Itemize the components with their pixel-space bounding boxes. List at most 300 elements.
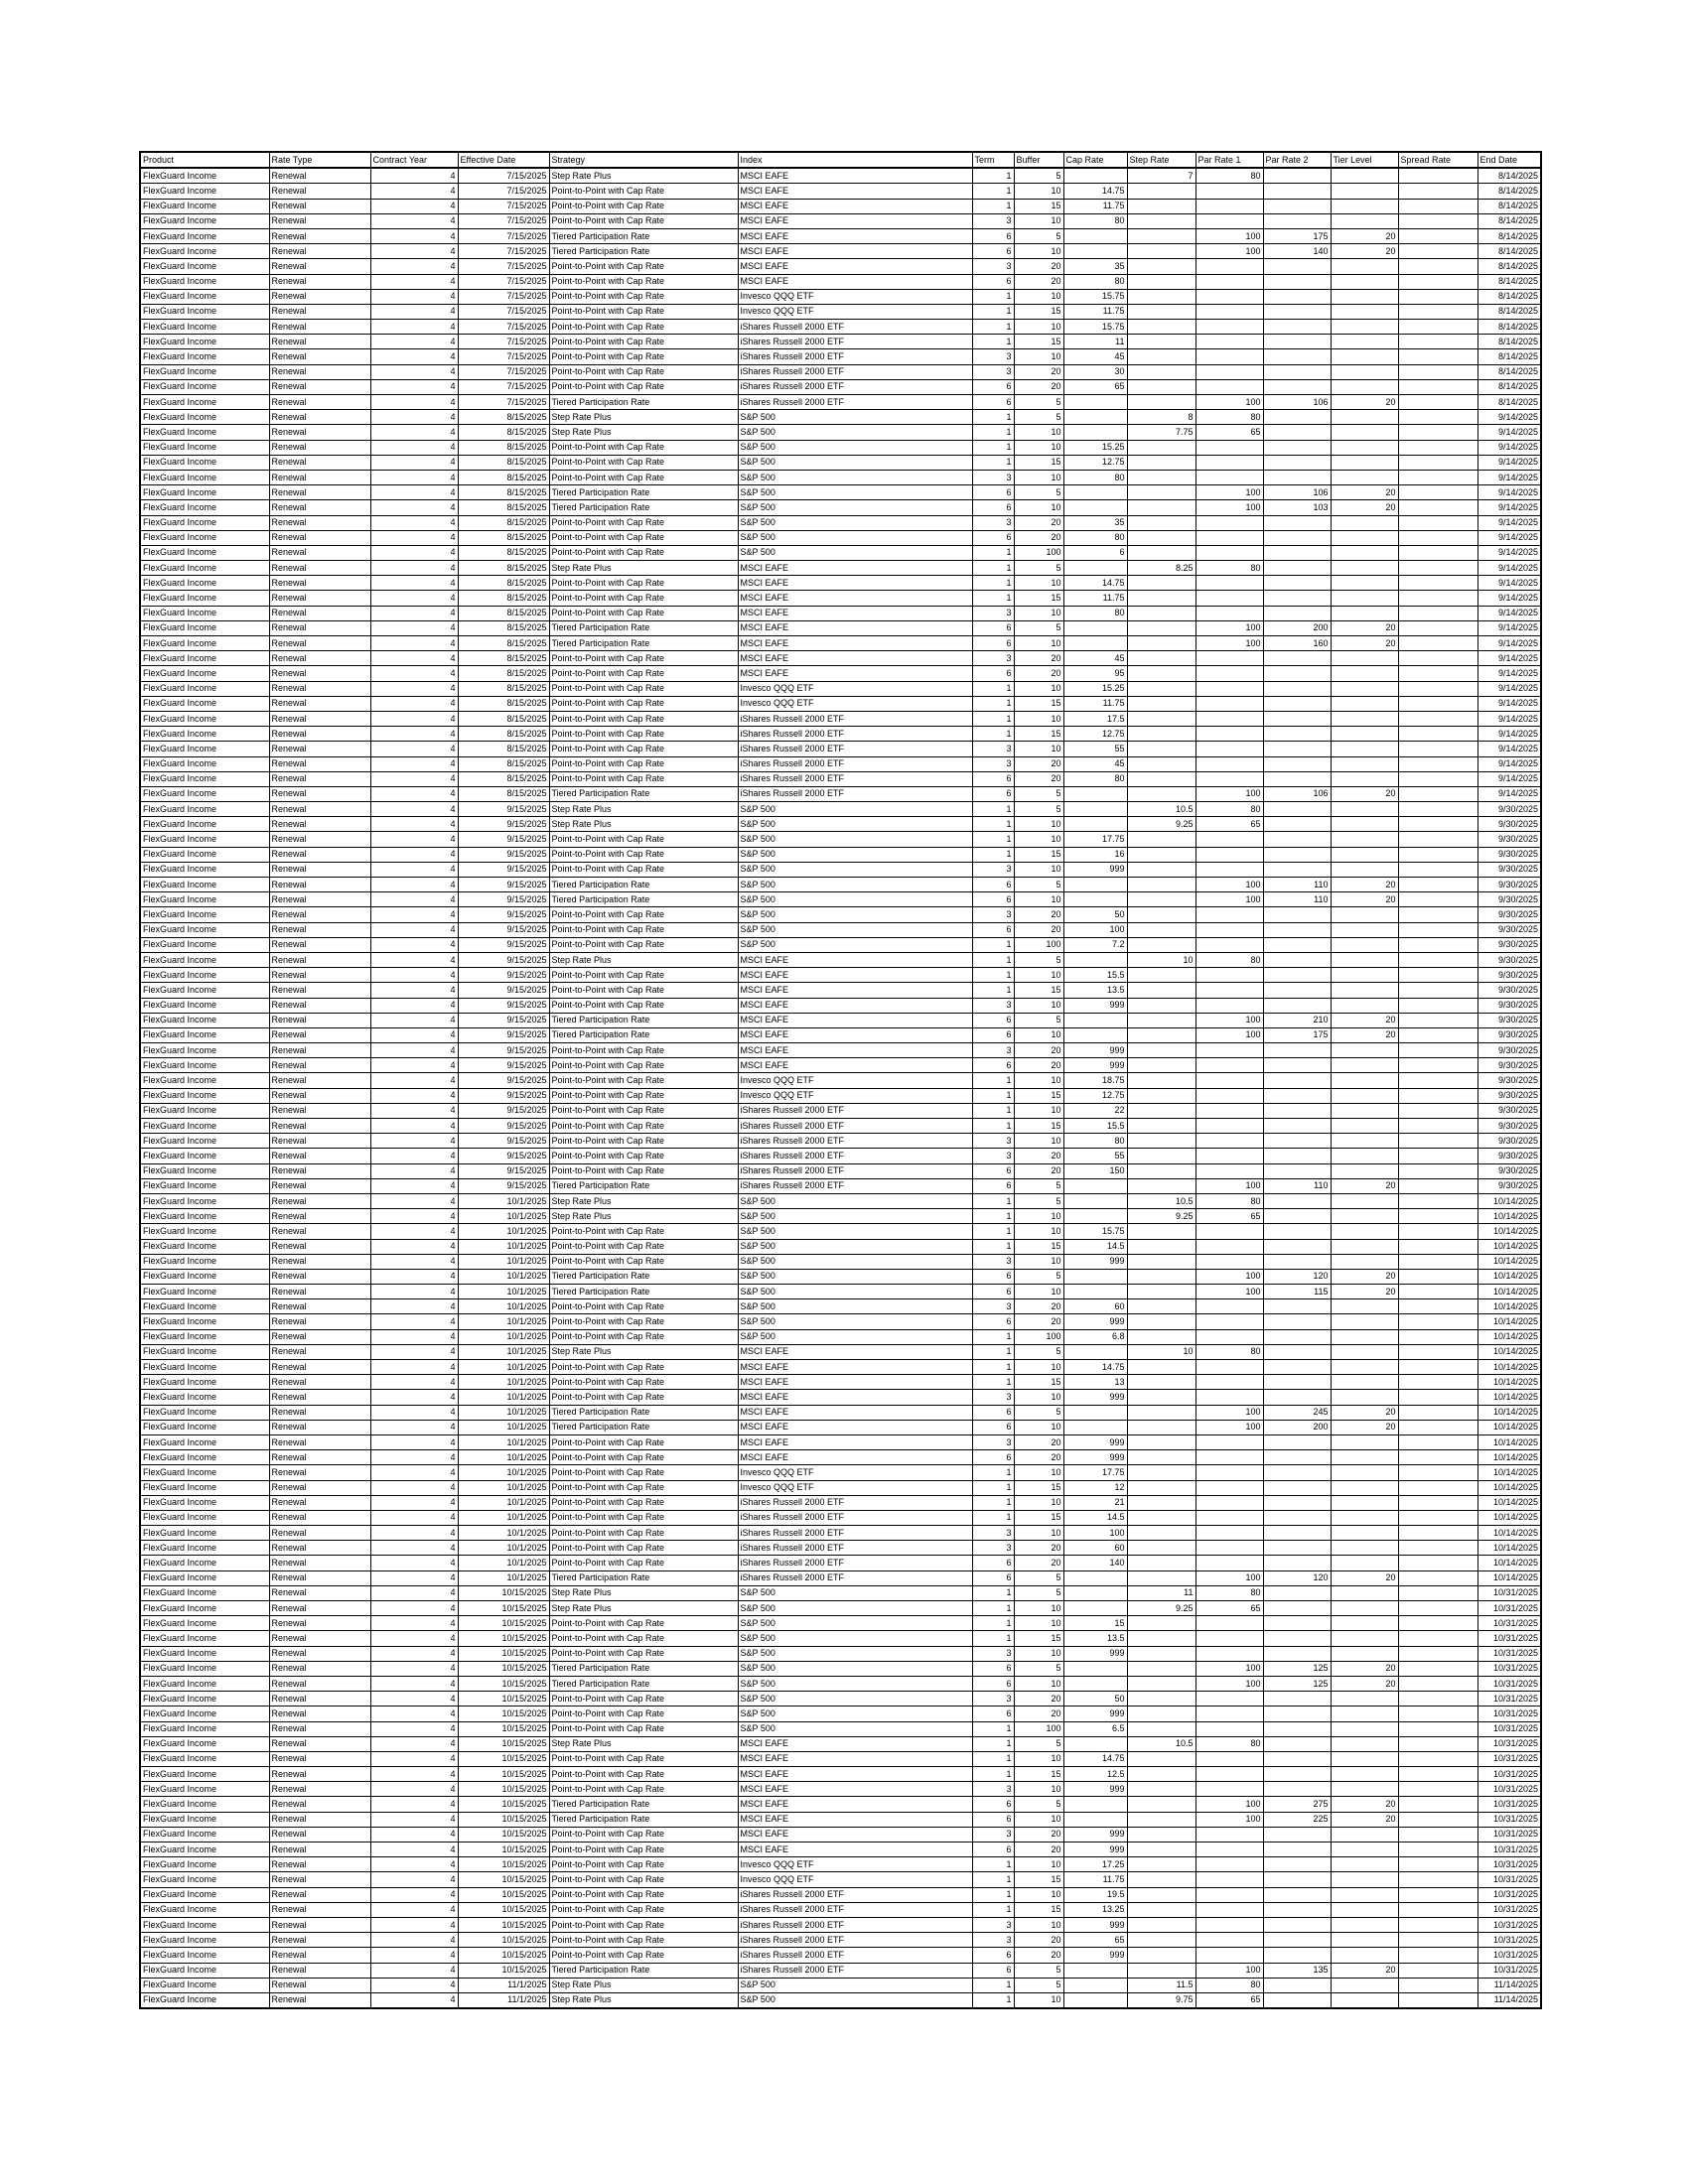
tier-level-cell: 20 <box>1331 1269 1398 1284</box>
product-cell: FlexGuard Income <box>140 213 269 228</box>
spread-rate-cell <box>1398 485 1477 500</box>
buffer-cell: 15 <box>1014 727 1063 742</box>
end-date-cell: 9/30/2025 <box>1477 968 1541 983</box>
term-cell: 6 <box>972 1058 1014 1073</box>
tier-level-cell <box>1331 1088 1398 1103</box>
par-rate-2-cell: 275 <box>1263 1797 1331 1812</box>
effective-date-cell: 9/15/2025 <box>458 937 549 952</box>
cap-rate-cell <box>1063 1209 1127 1224</box>
spread-rate-cell <box>1398 1933 1477 1948</box>
contract-year-cell: 4 <box>370 1661 458 1676</box>
step-rate-cell <box>1127 1027 1196 1042</box>
par-rate-2-cell <box>1263 606 1331 620</box>
rate-type-cell: Renewal <box>269 1797 370 1812</box>
term-cell: 6 <box>972 892 1014 907</box>
spread-rate-cell <box>1398 274 1477 289</box>
column-header: Contract Year <box>370 152 458 168</box>
spread-rate-cell <box>1398 907 1477 922</box>
rate-type-cell: Renewal <box>269 711 370 726</box>
index-cell: S&P 500 <box>738 1254 972 1269</box>
buffer-cell: 10 <box>1014 184 1063 199</box>
step-rate-cell <box>1127 1088 1196 1103</box>
term-cell: 1 <box>972 1978 1014 1992</box>
buffer-cell: 10 <box>1014 1495 1063 1510</box>
step-rate-cell <box>1127 711 1196 726</box>
index-cell: MSCI EAFE <box>738 1390 972 1405</box>
column-header: Cap Rate <box>1063 152 1127 168</box>
contract-year-cell: 4 <box>370 666 458 681</box>
index-cell: MSCI EAFE <box>738 1027 972 1042</box>
effective-date-cell: 10/1/2025 <box>458 1239 549 1254</box>
term-cell: 1 <box>972 320 1014 335</box>
term-cell: 1 <box>972 1088 1014 1103</box>
contract-year-cell: 4 <box>370 320 458 335</box>
strategy-cell: Point-to-Point with Cap Rate <box>549 1948 738 1963</box>
rate-type-cell: Renewal <box>269 168 370 184</box>
strategy-cell: Step Rate Plus <box>549 1585 738 1600</box>
end-date-cell: 9/14/2025 <box>1477 696 1541 711</box>
strategy-cell: Point-to-Point with Cap Rate <box>549 1616 738 1631</box>
par-rate-2-cell: 110 <box>1263 878 1331 892</box>
tier-level-cell <box>1331 1902 1398 1917</box>
tier-level-cell <box>1331 952 1398 967</box>
par-rate-1-cell: 65 <box>1196 425 1263 440</box>
contract-year-cell: 4 <box>370 1887 458 1902</box>
par-rate-2-cell <box>1263 651 1331 666</box>
spread-rate-cell <box>1398 711 1477 726</box>
strategy-cell: Point-to-Point with Cap Rate <box>549 1706 738 1721</box>
column-header: Strategy <box>549 152 738 168</box>
strategy-cell: Point-to-Point with Cap Rate <box>549 1434 738 1449</box>
index-cell: MSCI EAFE <box>738 1812 972 1827</box>
par-rate-2-cell <box>1263 1390 1331 1405</box>
term-cell: 1 <box>972 1375 1014 1390</box>
product-cell: FlexGuard Income <box>140 1827 269 1842</box>
contract-year-cell: 4 <box>370 847 458 862</box>
end-date-cell: 9/14/2025 <box>1477 727 1541 742</box>
table-row <box>140 1013 1541 1027</box>
term-cell: 1 <box>972 1495 1014 1510</box>
spread-rate-cell <box>1398 1902 1477 1917</box>
index-cell: S&P 500 <box>738 530 972 545</box>
par-rate-1-cell <box>1196 470 1263 484</box>
product-cell: FlexGuard Income <box>140 742 269 756</box>
term-cell: 6 <box>972 1812 1014 1827</box>
product-cell: FlexGuard Income <box>140 922 269 937</box>
buffer-cell: 10 <box>1014 1134 1063 1149</box>
term-cell: 1 <box>972 1631 1014 1646</box>
column-header: Rate Type <box>269 152 370 168</box>
end-date-cell: 9/30/2025 <box>1477 922 1541 937</box>
term-cell: 3 <box>972 651 1014 666</box>
par-rate-2-cell <box>1263 1872 1331 1887</box>
par-rate-2-cell <box>1263 259 1331 274</box>
rate-type-cell: Renewal <box>269 1646 370 1661</box>
effective-date-cell: 9/15/2025 <box>458 847 549 862</box>
index-cell: S&P 500 <box>738 1706 972 1721</box>
spread-rate-cell <box>1398 168 1477 184</box>
spread-rate-cell <box>1398 470 1477 484</box>
table-row <box>140 1556 1541 1570</box>
term-cell: 3 <box>972 1390 1014 1405</box>
par-rate-2-cell <box>1263 862 1331 877</box>
par-rate-1-cell <box>1196 274 1263 289</box>
par-rate-1-cell <box>1196 1239 1263 1254</box>
strategy-cell: Point-to-Point with Cap Rate <box>549 1631 738 1646</box>
strategy-cell: Point-to-Point with Cap Rate <box>549 1872 738 1887</box>
spread-rate-cell <box>1398 1706 1477 1721</box>
product-cell: FlexGuard Income <box>140 1405 269 1420</box>
product-cell: FlexGuard Income <box>140 1434 269 1449</box>
par-rate-1-cell <box>1196 1329 1263 1344</box>
spread-rate-cell <box>1398 1812 1477 1827</box>
table-row <box>140 1285 1541 1299</box>
index-cell: MSCI EAFE <box>738 244 972 259</box>
term-cell: 6 <box>972 1027 1014 1042</box>
table-row <box>140 681 1541 696</box>
effective-date-cell: 10/1/2025 <box>458 1375 549 1390</box>
effective-date-cell: 9/15/2025 <box>458 1043 549 1058</box>
rate-type-cell: Renewal <box>269 1178 370 1193</box>
rate-type-cell: Renewal <box>269 1073 370 1088</box>
effective-date-cell: 9/15/2025 <box>458 1088 549 1103</box>
index-cell: S&P 500 <box>738 1329 972 1344</box>
par-rate-1-cell <box>1196 1887 1263 1902</box>
effective-date-cell: 9/15/2025 <box>458 1027 549 1042</box>
contract-year-cell: 4 <box>370 259 458 274</box>
par-rate-1-cell <box>1196 184 1263 199</box>
cap-rate-cell <box>1063 1585 1127 1600</box>
step-rate-cell <box>1127 1510 1196 1525</box>
contract-year-cell: 4 <box>370 410 458 425</box>
end-date-cell: 10/31/2025 <box>1477 1585 1541 1600</box>
rate-type-cell: Renewal <box>269 907 370 922</box>
par-rate-2-cell <box>1263 1163 1331 1178</box>
product-cell: FlexGuard Income <box>140 651 269 666</box>
rate-type-cell: Renewal <box>269 1329 370 1344</box>
tier-level-cell <box>1331 802 1398 817</box>
effective-date-cell: 8/15/2025 <box>458 771 549 786</box>
cap-rate-cell: 14.75 <box>1063 1360 1127 1375</box>
term-cell: 1 <box>972 1360 1014 1375</box>
term-cell: 1 <box>972 1616 1014 1631</box>
cap-rate-cell: 999 <box>1063 1450 1127 1465</box>
step-rate-cell <box>1127 1420 1196 1434</box>
par-rate-1-cell <box>1196 742 1263 756</box>
strategy-cell: Point-to-Point with Cap Rate <box>549 364 738 379</box>
product-cell: FlexGuard Income <box>140 862 269 877</box>
contract-year-cell: 4 <box>370 1510 458 1525</box>
cap-rate-cell: 999 <box>1063 1782 1127 1797</box>
effective-date-cell: 9/15/2025 <box>458 1058 549 1073</box>
term-cell: 6 <box>972 1661 1014 1676</box>
effective-date-cell: 10/1/2025 <box>458 1510 549 1525</box>
product-cell: FlexGuard Income <box>140 1812 269 1827</box>
end-date-cell: 8/14/2025 <box>1477 349 1541 364</box>
effective-date-cell: 10/1/2025 <box>458 1556 549 1570</box>
effective-date-cell: 7/15/2025 <box>458 320 549 335</box>
par-rate-2-cell: 200 <box>1263 620 1331 635</box>
rate-type-cell: Renewal <box>269 228 370 243</box>
index-cell: MSCI EAFE <box>738 561 972 576</box>
buffer-cell: 5 <box>1014 952 1063 967</box>
strategy-cell: Tiered Participation Rate <box>549 892 738 907</box>
par-rate-1-cell: 80 <box>1196 952 1263 967</box>
spread-rate-cell <box>1398 998 1477 1013</box>
contract-year-cell: 4 <box>370 274 458 289</box>
product-cell: FlexGuard Income <box>140 1767 269 1782</box>
term-cell: 6 <box>972 1706 1014 1721</box>
par-rate-2-cell <box>1263 335 1331 349</box>
par-rate-2-cell <box>1263 1692 1331 1706</box>
index-cell: iShares Russell 2000 ETF <box>738 1917 972 1932</box>
contract-year-cell: 4 <box>370 1917 458 1932</box>
contract-year-cell: 4 <box>370 199 458 213</box>
step-rate-cell: 8 <box>1127 410 1196 425</box>
par-rate-2-cell <box>1263 530 1331 545</box>
par-rate-1-cell <box>1196 349 1263 364</box>
rate-type-cell: Renewal <box>269 1570 370 1585</box>
term-cell: 1 <box>972 1465 1014 1480</box>
step-rate-cell <box>1127 1254 1196 1269</box>
term-cell: 6 <box>972 1285 1014 1299</box>
contract-year-cell: 4 <box>370 349 458 364</box>
tier-level-cell <box>1331 606 1398 620</box>
strategy-cell: Point-to-Point with Cap Rate <box>549 1239 738 1254</box>
spread-rate-cell <box>1398 320 1477 335</box>
index-cell: iShares Russell 2000 ETF <box>738 364 972 379</box>
end-date-cell: 10/14/2025 <box>1477 1285 1541 1299</box>
term-cell: 3 <box>972 349 1014 364</box>
cap-rate-cell: 11 <box>1063 335 1127 349</box>
buffer-cell: 5 <box>1014 410 1063 425</box>
index-cell: MSCI EAFE <box>738 168 972 184</box>
spread-rate-cell <box>1398 968 1477 983</box>
par-rate-2-cell <box>1263 742 1331 756</box>
strategy-cell: Point-to-Point with Cap Rate <box>549 515 738 530</box>
par-rate-2-cell <box>1263 320 1331 335</box>
index-cell: MSCI EAFE <box>738 1420 972 1434</box>
product-cell: FlexGuard Income <box>140 1119 269 1134</box>
term-cell: 1 <box>972 937 1014 952</box>
rate-type-cell: Renewal <box>269 878 370 892</box>
term-cell: 1 <box>972 1193 1014 1208</box>
term-cell: 1 <box>972 1224 1014 1239</box>
index-cell: S&P 500 <box>738 1721 972 1736</box>
par-rate-1-cell <box>1196 1526 1263 1541</box>
strategy-cell: Step Rate Plus <box>549 1978 738 1992</box>
rate-type-cell: Renewal <box>269 952 370 967</box>
product-cell: FlexGuard Income <box>140 1027 269 1042</box>
spread-rate-cell <box>1398 591 1477 606</box>
buffer-cell: 15 <box>1014 1480 1063 1495</box>
product-cell: FlexGuard Income <box>140 1178 269 1193</box>
rate-type-cell: Renewal <box>269 455 370 470</box>
product-cell: FlexGuard Income <box>140 1631 269 1646</box>
cap-rate-cell: 14.5 <box>1063 1239 1127 1254</box>
product-cell: FlexGuard Income <box>140 727 269 742</box>
tier-level-cell <box>1331 1692 1398 1706</box>
index-cell: S&P 500 <box>738 500 972 515</box>
cap-rate-cell: 12.75 <box>1063 1088 1127 1103</box>
par-rate-1-cell: 100 <box>1196 1570 1263 1585</box>
buffer-cell: 5 <box>1014 1269 1063 1284</box>
product-cell: FlexGuard Income <box>140 1797 269 1812</box>
spread-rate-cell <box>1398 335 1477 349</box>
spread-rate-cell <box>1398 304 1477 319</box>
end-date-cell: 8/14/2025 <box>1477 395 1541 410</box>
buffer-cell: 10 <box>1014 1992 1063 2008</box>
effective-date-cell: 7/15/2025 <box>458 213 549 228</box>
tier-level-cell <box>1331 1782 1398 1797</box>
spread-rate-cell <box>1398 620 1477 635</box>
term-cell: 1 <box>972 576 1014 591</box>
spread-rate-cell <box>1398 878 1477 892</box>
step-rate-cell <box>1127 878 1196 892</box>
contract-year-cell: 4 <box>370 364 458 379</box>
par-rate-2-cell <box>1263 832 1331 847</box>
spread-rate-cell <box>1398 1103 1477 1118</box>
cap-rate-cell <box>1063 244 1127 259</box>
strategy-cell: Tiered Participation Rate <box>549 1570 738 1585</box>
par-rate-1-cell: 100 <box>1196 878 1263 892</box>
buffer-cell: 20 <box>1014 922 1063 937</box>
end-date-cell: 9/14/2025 <box>1477 681 1541 696</box>
step-rate-cell <box>1127 1405 1196 1420</box>
cap-rate-cell: 999 <box>1063 1314 1127 1329</box>
par-rate-1-cell <box>1196 983 1263 998</box>
effective-date-cell: 8/15/2025 <box>458 500 549 515</box>
product-cell: FlexGuard Income <box>140 1526 269 1541</box>
par-rate-2-cell <box>1263 184 1331 199</box>
spread-rate-cell <box>1398 1058 1477 1073</box>
index-cell: MSCI EAFE <box>738 998 972 1013</box>
buffer-cell: 15 <box>1014 1767 1063 1782</box>
par-rate-2-cell <box>1263 952 1331 967</box>
tier-level-cell: 20 <box>1331 1676 1398 1691</box>
index-cell: iShares Russell 2000 ETF <box>738 1570 972 1585</box>
table-row <box>140 1314 1541 1329</box>
par-rate-1-cell: 80 <box>1196 561 1263 576</box>
rate-type-cell: Renewal <box>269 1827 370 1842</box>
contract-year-cell: 4 <box>370 1360 458 1375</box>
end-date-cell: 8/14/2025 <box>1477 244 1541 259</box>
end-date-cell: 10/31/2025 <box>1477 1857 1541 1872</box>
term-cell: 1 <box>972 168 1014 184</box>
effective-date-cell: 9/15/2025 <box>458 1103 549 1118</box>
effective-date-cell: 9/15/2025 <box>458 922 549 937</box>
par-rate-1-cell: 100 <box>1196 1661 1263 1676</box>
strategy-cell: Point-to-Point with Cap Rate <box>549 1526 738 1541</box>
product-cell: FlexGuard Income <box>140 1661 269 1676</box>
cap-rate-cell <box>1063 892 1127 907</box>
buffer-cell: 10 <box>1014 1646 1063 1661</box>
tier-level-cell <box>1331 320 1398 335</box>
strategy-cell: Point-to-Point with Cap Rate <box>549 274 738 289</box>
index-cell: MSCI EAFE <box>738 968 972 983</box>
tier-level-cell <box>1331 1193 1398 1208</box>
step-rate-cell <box>1127 696 1196 711</box>
index-cell: Invesco QQQ ETF <box>738 1872 972 1887</box>
product-cell: FlexGuard Income <box>140 1239 269 1254</box>
end-date-cell: 8/14/2025 <box>1477 304 1541 319</box>
rate-type-cell: Renewal <box>269 1119 370 1134</box>
tier-level-cell <box>1331 1329 1398 1344</box>
par-rate-2-cell <box>1263 545 1331 560</box>
par-rate-1-cell <box>1196 1254 1263 1269</box>
buffer-cell: 20 <box>1014 1933 1063 1948</box>
table-row <box>140 1495 1541 1510</box>
par-rate-2-cell: 106 <box>1263 485 1331 500</box>
cap-rate-cell: 22 <box>1063 1103 1127 1118</box>
effective-date-cell: 10/15/2025 <box>458 1948 549 1963</box>
contract-year-cell: 4 <box>370 1314 458 1329</box>
end-date-cell: 9/14/2025 <box>1477 500 1541 515</box>
table-row <box>140 771 1541 786</box>
step-rate-cell <box>1127 1797 1196 1812</box>
spread-rate-cell <box>1398 1992 1477 2008</box>
rate-type-cell: Renewal <box>269 576 370 591</box>
buffer-cell: 5 <box>1014 561 1063 576</box>
spread-rate-cell <box>1398 1465 1477 1480</box>
index-cell: MSCI EAFE <box>738 199 972 213</box>
strategy-cell: Tiered Participation Rate <box>549 228 738 243</box>
table-row <box>140 485 1541 500</box>
product-cell: FlexGuard Income <box>140 1088 269 1103</box>
table-row <box>140 606 1541 620</box>
par-rate-2-cell <box>1263 1434 1331 1449</box>
tier-level-cell <box>1331 1344 1398 1359</box>
effective-date-cell: 9/15/2025 <box>458 832 549 847</box>
product-cell: FlexGuard Income <box>140 425 269 440</box>
step-rate-cell <box>1127 500 1196 515</box>
end-date-cell: 10/31/2025 <box>1477 1872 1541 1887</box>
par-rate-2-cell <box>1263 1585 1331 1600</box>
contract-year-cell: 4 <box>370 1843 458 1857</box>
term-cell: 3 <box>972 998 1014 1013</box>
par-rate-1-cell <box>1196 1134 1263 1149</box>
buffer-cell: 10 <box>1014 576 1063 591</box>
step-rate-cell <box>1127 892 1196 907</box>
par-rate-1-cell <box>1196 1058 1263 1073</box>
step-rate-cell <box>1127 1450 1196 1465</box>
buffer-cell: 10 <box>1014 1073 1063 1088</box>
buffer-cell: 10 <box>1014 289 1063 304</box>
buffer-cell: 10 <box>1014 1616 1063 1631</box>
end-date-cell: 9/14/2025 <box>1477 636 1541 651</box>
end-date-cell: 9/14/2025 <box>1477 651 1541 666</box>
term-cell: 3 <box>972 756 1014 771</box>
par-rate-2-cell: 135 <box>1263 1963 1331 1978</box>
step-rate-cell <box>1127 1178 1196 1193</box>
effective-date-cell: 10/15/2025 <box>458 1827 549 1842</box>
index-cell: S&P 500 <box>738 425 972 440</box>
step-rate-cell <box>1127 1812 1196 1827</box>
table-row <box>140 199 1541 213</box>
par-rate-1-cell <box>1196 1646 1263 1661</box>
par-rate-2-cell: 160 <box>1263 636 1331 651</box>
buffer-cell: 5 <box>1014 1963 1063 1978</box>
effective-date-cell: 10/1/2025 <box>458 1390 549 1405</box>
end-date-cell: 10/14/2025 <box>1477 1570 1541 1585</box>
term-cell: 6 <box>972 1676 1014 1691</box>
tier-level-cell <box>1331 681 1398 696</box>
table-row <box>140 1963 1541 1978</box>
rate-type-cell: Renewal <box>269 1149 370 1163</box>
step-rate-cell <box>1127 1360 1196 1375</box>
buffer-cell: 20 <box>1014 530 1063 545</box>
term-cell: 3 <box>972 470 1014 484</box>
